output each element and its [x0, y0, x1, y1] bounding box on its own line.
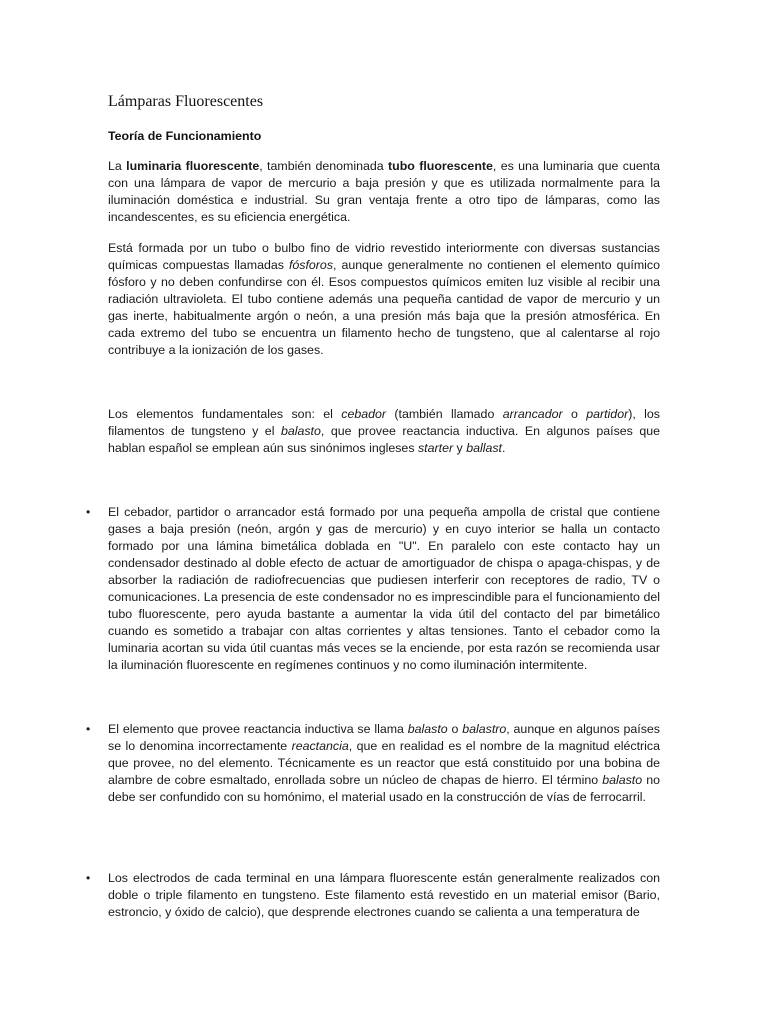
- bullet-icon: •: [86, 505, 91, 519]
- text-run: , es una luminaria que cuenta con una lámpara de vapor de mercurio a baja presión y que es utilizada normalmente para la iluminación doméstica e industrial. Su gran ventaja frente a otro tipo de lámparas, como las incandescentes, es su eficiencia energética.: [108, 159, 660, 224]
- italic-term: balasto: [280, 424, 321, 438]
- text-run: no debe ser confundido con su homónimo, el material usado en la construcción de vías de ferrocarril.: [108, 773, 660, 804]
- text-run: , que en realidad es el nombre de la magnitud eléctrica que provee, no del elemento. Técnicamente es un reactor que está constituido por una bobina de alambre de cobre esmaltado, enrollada sobre un núcleo de chapas de hierro. El término: [108, 739, 660, 787]
- text-run: .: [502, 441, 506, 455]
- bullet-item-electrodos: [86, 870, 660, 921]
- italic-term: arrancador: [502, 407, 563, 421]
- bold-term: luminaria fluorescente: [126, 159, 260, 173]
- bullet-text: [108, 721, 660, 806]
- text-run: El elemento que provee reactancia inductiva se llama: [108, 722, 408, 736]
- bullet-icon: •: [86, 871, 91, 885]
- italic-term: balasto: [407, 722, 448, 736]
- italic-term: reactancia: [291, 739, 349, 753]
- italic-term: balastro: [462, 722, 507, 736]
- text-run: o: [447, 722, 463, 736]
- text-run: Los electrodos de cada terminal en una lámpara fluorescente están generalmente realizados con doble o triple filamento en tungsteno. Este filamento está revestido en un material emisor (Bario, estroncio, y óxido de calcio), que desprende electrones cuando se calienta a una temperatura de: [108, 871, 660, 919]
- bullet-text: [108, 870, 660, 921]
- italic-term: cebador: [341, 407, 387, 421]
- paragraph-structure: [108, 240, 660, 359]
- text-run: Los elementos fundamentales son: el: [108, 407, 342, 421]
- italic-term: starter: [417, 441, 454, 455]
- bullet-icon: •: [86, 722, 91, 736]
- bold-term: tubo fluorescente: [388, 159, 493, 173]
- text-run: (también llamado: [386, 407, 503, 421]
- paragraph-intro: [108, 158, 660, 226]
- text-run: El cebador, partidor o arrancador está formado por una pequeña ampolla de cristal que contiene gases a baja presión (neón, argón y gas de mercurio) y en cuyo interior se halla un contacto formado por una lámina bimetálica doblada en "U". En paralelo con este contacto hay un condensador destinado al doble efecto de actuar de amortiguador de chispa o apaga-chispas, y de absorber la radiación de radiofrecuencias que pudiesen interferir con receptores de radio, TV o comunicaciones. La presencia de este condensador no es imprescindible para el funcionamiento del tubo fluorescente, pero ayuda bastante a aumentar la vida útil del contacto del par bimetálico cuando es sometido a trabajar con altas corrientes y altas tensiones. Tanto el cebador como la luminaria acortan su vida útil cuantas más veces se la enciende, por esta razón se recomienda usar la iluminación fluorescente en regímenes continuos y no como iluminación intermitente.: [108, 505, 660, 672]
- text-run: ), los filamentos de tungsteno y el: [108, 407, 660, 438]
- text-run: , que provee reactancia inductiva. En algunos países que hablan español se emplean aún sus sinónimos ingleses: [108, 424, 661, 455]
- text-run: La: [108, 159, 127, 173]
- text-run: , aunque en algunos países se lo denomina incorrectamente: [108, 722, 660, 753]
- text-run: y: [453, 441, 467, 455]
- text-run: , también denominada: [259, 159, 389, 173]
- section-heading: Teoría de Funcionamiento: [108, 129, 262, 143]
- italic-term: balasto: [602, 773, 643, 787]
- bullet-text: [108, 504, 660, 674]
- italic-term: ballast: [466, 441, 503, 455]
- bullet-item-cebador: [86, 504, 660, 674]
- italic-term: partidor: [586, 407, 629, 421]
- paragraph-elements: [108, 406, 660, 457]
- italic-term: fósforos: [288, 258, 334, 272]
- text-run: , aunque generalmente no contienen el elemento químico fósforo y no deben confundirse con él. Esos compuestos químicos emiten luz visible al recibir una radiación ultravioleta. El tubo contiene además una pequeña cantidad de vapor de mercurio y un gas inerte, habitualmente argón o neón, a una presión más baja que la presión atmosférica. En cada extremo del tubo se encuentra un filamento hecho de tungsteno, que al calentarse al rojo contribuye a la ionización de los gases.: [108, 258, 660, 357]
- document-title: Lámparas Fluorescentes: [108, 93, 264, 110]
- bullet-item-balasto: [86, 721, 660, 806]
- text-run: Está formada por un tubo o bulbo fino de vidrio revestido interiormente con diversas sustancias químicas compuestas llamadas: [108, 241, 660, 272]
- text-run: o: [562, 407, 587, 421]
